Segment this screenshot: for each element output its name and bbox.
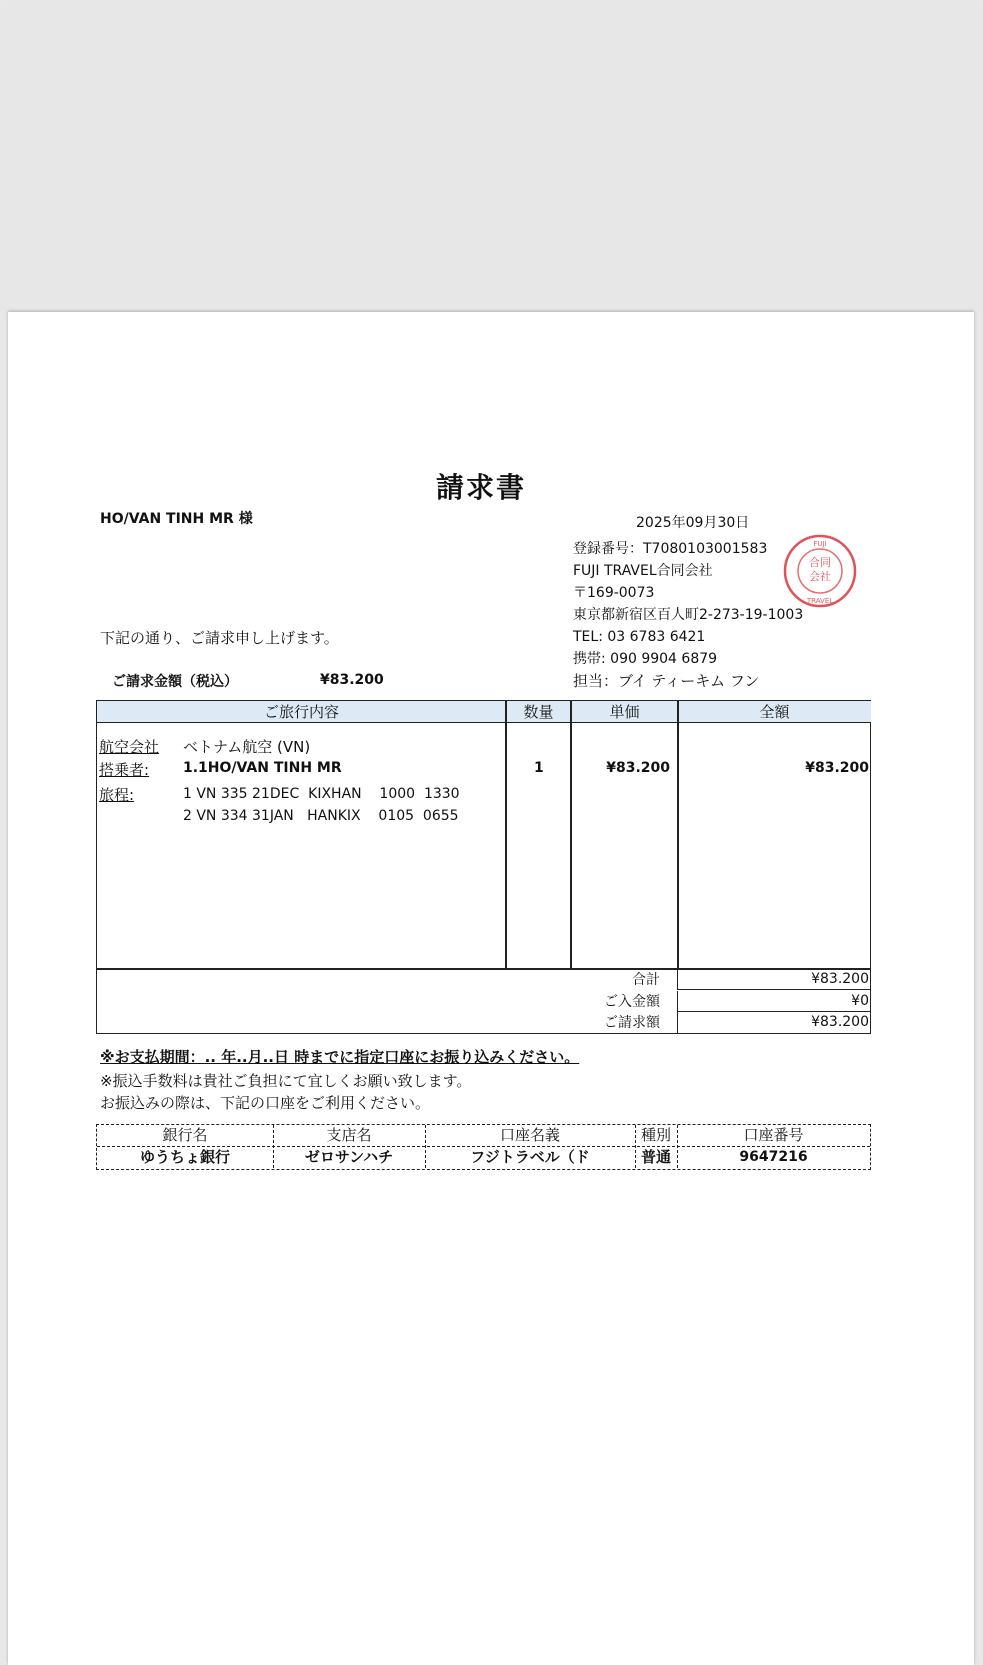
passenger-value: 1.1HO/VAN TINH MR [183, 760, 342, 776]
page-title: 請求書 [436, 471, 527, 504]
bank-account-table [96, 1124, 871, 1170]
svg-text:合同: 合同 [809, 556, 831, 569]
issuer-tel: TEL: 03 6783 6421 [573, 629, 706, 645]
itinerary-label: 旅程: [99, 786, 135, 804]
company-seal-stamp [782, 533, 858, 609]
unit-price-value: ¥83.200 [606, 760, 670, 776]
header-unit-price: 単価 [571, 701, 678, 723]
paid-value: ¥0 [677, 991, 871, 1012]
airline-value: ベトナム航空 (VN) [183, 738, 311, 756]
invoice-table [96, 700, 871, 1034]
svg-text:FUJI: FUJI [813, 540, 827, 548]
itinerary-line: 2 VN 334 31JAN HANKIX 0105 0655 [183, 808, 459, 824]
bank-header-type: 種別 [640, 1126, 671, 1144]
billed-label: ご請求額 [604, 1015, 660, 1031]
passenger-label: 搭乗者: [99, 761, 150, 779]
column-divider [570, 701, 572, 969]
paid-label: ご入金額 [604, 994, 660, 1010]
column-divider [505, 701, 507, 969]
header-description: ご旅行内容 [97, 701, 506, 723]
issuer-mobile: 携帯: 090 9904 6879 [573, 651, 718, 667]
invoice-date: 2025年09月30日 [636, 515, 750, 531]
customer-name: HO/VAN TINH MR 様 [100, 511, 253, 527]
billing-amount-label: ご請求金額（税込） [112, 674, 238, 690]
issuer-postcode: 〒169-0073 [573, 585, 655, 601]
airline-label: 航空会社 [99, 738, 160, 756]
subtotal-label: 合計 [632, 972, 660, 988]
quantity-value: 1 [534, 760, 544, 776]
subtotal-value: ¥83.200 [677, 969, 871, 990]
payment-deadline: ※お支払期間：.. 年..月..日 時までに指定口座にお振り込みください。 [100, 1048, 580, 1066]
bank-header-branch: 支店名 [326, 1126, 372, 1144]
svg-text:TRAVEL: TRAVEL [806, 597, 834, 605]
header-quantity: 数量 [506, 701, 571, 723]
header-total: 全額 [678, 701, 871, 723]
transfer-fee-note: ※振込手数料は貴社ご負担にて宜しくお願い致します。 [100, 1072, 472, 1090]
billing-amount-value: ¥83.200 [320, 672, 384, 688]
itinerary-line: 1 VN 335 21DEC KIXHAN 1000 1330 [183, 786, 460, 802]
billed-value: ¥83.200 [677, 1012, 871, 1033]
issuer-address: 東京都新宿区百人町2-273-19-1003 [573, 607, 804, 623]
issuer-registration: 登録番号：T7080103001583 [573, 541, 768, 557]
account-note: お振込みの際は、下記の口座をご利用ください。 [100, 1094, 431, 1112]
branch-value: ゼロサンハチ [304, 1148, 394, 1166]
bank-header-bank-name: 銀行名 [162, 1126, 208, 1144]
staff-name: 担当：ブイ ティーキム フン [573, 672, 760, 690]
issuer-company: FUJI TRAVEL合同会社 [573, 563, 713, 579]
account-type-value: 普通 [640, 1148, 671, 1166]
svg-text:会社: 会社 [809, 570, 831, 583]
column-divider [677, 701, 679, 969]
bank-name-value: ゆうちょ銀行 [139, 1148, 230, 1166]
bank-header-account-holder: 口座名義 [499, 1126, 560, 1144]
total-value: ¥83.200 [805, 760, 869, 776]
account-holder-value: フジトラベル（ド [470, 1148, 590, 1166]
viewer-background [0, 0, 983, 310]
intro-text: 下記の通り、ご請求申し上げます。 [100, 629, 339, 647]
bank-header-account-number: 口座番号 [743, 1126, 804, 1144]
account-number-value: 9647216 [739, 1149, 808, 1165]
issuer-block [573, 538, 803, 670]
